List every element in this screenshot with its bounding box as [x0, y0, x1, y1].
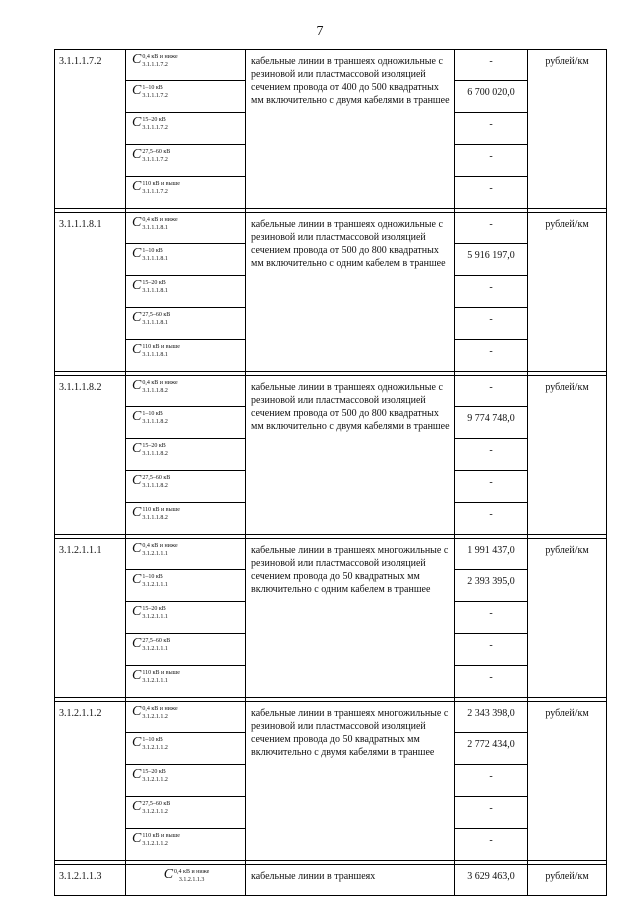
code-subscript: 3.1.2.1.1.2: [142, 841, 168, 847]
code-subscript: 3.1.2.1.1.2: [142, 777, 168, 783]
symbol-indices: [142, 344, 180, 359]
symbol-indices: [142, 737, 168, 752]
symbol-letter: C: [132, 799, 142, 814]
rate-value: -: [455, 602, 528, 634]
symbol-indices: [142, 801, 170, 816]
symbol-letter: C: [132, 735, 142, 750]
code-subscript: 3.1.1.1.8.1: [142, 352, 168, 358]
symbol-letter: C: [132, 342, 142, 357]
symbol-indices: [142, 117, 168, 132]
code-subscript: 3.1.1.1.8.1: [142, 320, 168, 326]
table-row: [55, 50, 607, 81]
symbol-letter: C: [132, 541, 142, 556]
rate-value: 5 916 197,0: [455, 244, 528, 276]
symbol-letter: C: [132, 147, 142, 162]
row-unit: рублей/км: [528, 539, 607, 698]
rate-value: -: [455, 276, 528, 308]
voltage-superscript: 110 кВ и выше: [142, 670, 180, 676]
row-description: кабельные линии в траншеях одножильные с резиновой или пластмассовой изоляцией сечением провода от 400 до 500 квадратных мм включительно с двумя кабелями в траншее: [246, 50, 455, 209]
symbol-letter: C: [132, 278, 142, 293]
symbol-indices: [142, 833, 180, 848]
code-subscript: 3.1.2.1.1.2: [142, 714, 168, 720]
voltage-symbol-cell: [126, 829, 246, 861]
code-subscript: 3.1.2.1.1.1: [142, 678, 168, 684]
voltage-symbol-cell: [126, 439, 246, 471]
rate-value: -: [455, 340, 528, 372]
row-description: кабельные линии в траншеях многожильные с резиновой или пластмассовой изоляцией сечением провода до 50 квадратных мм включительно с одним кабелем в траншее: [246, 539, 455, 698]
code-subscript: 3.1.1.1.7.2: [142, 125, 168, 131]
row-code: 3.1.2.1.1.2: [55, 702, 126, 861]
symbol-indices: [174, 869, 209, 884]
row-code: 3.1.2.1.1.1: [55, 539, 126, 698]
symbol-indices: [142, 638, 170, 653]
voltage-symbol-cell: [126, 340, 246, 372]
symbol-letter: C: [132, 604, 142, 619]
row-unit: рублей/км: [528, 376, 607, 535]
symbol-letter: C: [132, 378, 142, 393]
voltage-symbol-cell: [126, 539, 246, 570]
voltage-symbol-cell: [126, 471, 246, 503]
symbol-letter: C: [132, 115, 142, 130]
symbol-indices: [142, 475, 170, 490]
voltage-superscript: 0,4 кВ и ниже: [142, 54, 178, 60]
voltage-symbol-cell: [126, 177, 246, 209]
rate-value: -: [455, 797, 528, 829]
row-unit: рублей/км: [528, 702, 607, 861]
symbol-indices: [142, 280, 168, 295]
rate-value: 2 772 434,0: [455, 733, 528, 765]
voltage-symbol-cell: [126, 113, 246, 145]
code-subscript: 3.1.2.1.1.1: [142, 646, 168, 652]
voltage-superscript: 110 кВ и выше: [142, 833, 180, 839]
voltage-symbol-cell: [126, 602, 246, 634]
voltage-superscript: 15–20 кВ: [142, 443, 166, 449]
code-subscript: 3.1.2.1.1.1: [142, 551, 168, 557]
voltage-symbol-cell: [126, 865, 246, 896]
symbol-letter: C: [132, 52, 142, 67]
rate-value: -: [455, 308, 528, 340]
voltage-superscript: 1–10 кВ: [142, 411, 163, 417]
voltage-superscript: 1–10 кВ: [142, 574, 163, 580]
symbol-indices: [142, 54, 177, 69]
voltage-symbol-cell: [126, 570, 246, 602]
symbol-indices: [142, 380, 177, 395]
symbol-letter: C: [132, 310, 142, 325]
code-subscript: 3.1.1.1.8.2: [142, 388, 168, 394]
voltage-superscript: 110 кВ и выше: [142, 507, 180, 513]
table-row: [55, 213, 607, 244]
code-subscript: 3.1.1.1.8.1: [142, 256, 168, 262]
symbol-letter: C: [132, 572, 142, 587]
voltage-symbol-cell: [126, 733, 246, 765]
row-unit: рублей/км: [528, 50, 607, 209]
symbol-indices: [142, 606, 168, 621]
rate-value: 2 393 395,0: [455, 570, 528, 602]
code-subscript: 3.1.2.1.1.1: [142, 582, 168, 588]
symbol-letter: C: [132, 505, 142, 520]
table-row: [55, 865, 607, 896]
rate-value: -: [455, 177, 528, 209]
code-subscript: 3.1.1.1.7.2: [142, 93, 168, 99]
row-code: 3.1.1.1.8.1: [55, 213, 126, 372]
row-description: кабельные линии в траншеях многожильные с резиновой или пластмассовой изоляцией сечением провода до 50 квадратных мм включительно с двумя кабелями в траншее: [246, 702, 455, 861]
symbol-letter: C: [132, 215, 142, 230]
symbol-indices: [142, 670, 180, 685]
voltage-symbol-cell: [126, 276, 246, 308]
rate-value: -: [455, 50, 528, 81]
symbol-indices: [142, 507, 180, 522]
code-subscript: 3.1.2.1.1.1: [142, 614, 168, 620]
table-row: [55, 376, 607, 407]
code-subscript: 3.1.1.1.7.2: [142, 62, 168, 68]
voltage-superscript: 27,5–60 кВ: [142, 312, 171, 318]
voltage-superscript: 15–20 кВ: [142, 606, 166, 612]
voltage-superscript: 15–20 кВ: [142, 280, 166, 286]
voltage-superscript: 27,5–60 кВ: [142, 801, 171, 807]
voltage-symbol-cell: [126, 50, 246, 81]
symbol-letter: C: [132, 704, 142, 719]
symbol-indices: [142, 149, 170, 164]
symbol-letter: C: [132, 179, 142, 194]
voltage-symbol-cell: [126, 634, 246, 666]
code-subscript: 3.1.1.1.8.2: [142, 451, 168, 457]
rate-value: -: [455, 765, 528, 797]
row-unit: рублей/км: [528, 865, 607, 896]
row-description: кабельные линии в траншеях: [246, 865, 455, 896]
symbol-letter: C: [132, 83, 142, 98]
voltage-symbol-cell: [126, 666, 246, 698]
symbol-indices: [142, 443, 168, 458]
voltage-superscript: 1–10 кВ: [142, 85, 163, 91]
symbol-indices: [142, 85, 168, 100]
voltage-superscript: 0,4 кВ и ниже: [142, 380, 178, 386]
symbol-letter: C: [132, 473, 142, 488]
symbol-letter: C: [132, 441, 142, 456]
rate-value: 9 774 748,0: [455, 407, 528, 439]
rate-value: 6 700 020,0: [455, 81, 528, 113]
symbol-indices: [142, 217, 177, 232]
voltage-superscript: 0,4 кВ и ниже: [142, 543, 178, 549]
rate-value: 1 991 437,0: [455, 539, 528, 570]
code-subscript: 3.1.1.1.8.1: [142, 288, 168, 294]
code-subscript: 3.1.2.1.1.2: [142, 809, 168, 815]
voltage-symbol-cell: [126, 308, 246, 340]
voltage-superscript: 0,4 кВ и ниже: [142, 706, 178, 712]
rate-value: -: [455, 113, 528, 145]
voltage-superscript: 27,5–60 кВ: [142, 475, 171, 481]
code-subscript: 3.1.1.1.7.2: [142, 157, 168, 163]
voltage-superscript: 1–10 кВ: [142, 248, 163, 254]
symbol-indices: [142, 706, 177, 721]
voltage-symbol-cell: [126, 244, 246, 276]
voltage-symbol-cell: [126, 765, 246, 797]
rate-value: 2 343 398,0: [455, 702, 528, 733]
code-subscript: 3.1.2.1.1.2: [142, 745, 168, 751]
row-description: кабельные линии в траншеях одножильные с резиновой или пластмассовой изоляцией сечением провода от 500 до 800 квадратных мм включительно с двумя кабелями в траншее: [246, 376, 455, 535]
code-subscript: 3.1.1.1.7.2: [142, 189, 168, 195]
symbol-letter: C: [132, 668, 142, 683]
symbol-indices: [142, 312, 170, 327]
rate-value: -: [455, 376, 528, 407]
symbol-indices: [142, 543, 177, 558]
voltage-superscript: 15–20 кВ: [142, 769, 166, 775]
voltage-symbol-cell: [126, 213, 246, 244]
rate-value: -: [455, 829, 528, 861]
voltage-symbol-cell: [126, 503, 246, 535]
rate-value: -: [455, 503, 528, 535]
code-subscript: 3.1.1.1.8.2: [142, 483, 168, 489]
voltage-symbol-cell: [126, 376, 246, 407]
symbol-letter: C: [132, 246, 142, 261]
voltage-symbol-cell: [126, 702, 246, 733]
voltage-superscript: 0,4 кВ и ниже: [174, 869, 210, 875]
symbol-letter: C: [163, 867, 174, 882]
voltage-symbol-cell: [126, 797, 246, 829]
symbol-indices: [142, 574, 168, 589]
symbol-letter: C: [132, 636, 142, 651]
voltage-superscript: 0,4 кВ и ниже: [142, 217, 178, 223]
rate-value: -: [455, 666, 528, 698]
row-code: 3.1.1.1.8.2: [55, 376, 126, 535]
rate-value: -: [455, 634, 528, 666]
voltage-symbol-cell: [126, 407, 246, 439]
voltage-superscript: 15–20 кВ: [142, 117, 166, 123]
symbol-letter: C: [132, 767, 142, 782]
row-unit: рублей/км: [528, 213, 607, 372]
rate-value: -: [455, 471, 528, 503]
rate-value: -: [455, 213, 528, 244]
code-subscript: 3.1.2.1.1.3: [178, 877, 205, 883]
voltage-superscript: 27,5–60 кВ: [142, 149, 171, 155]
voltage-superscript: 110 кВ и выше: [142, 344, 180, 350]
voltage-symbol-cell: [126, 145, 246, 177]
symbol-letter: C: [132, 831, 142, 846]
symbol-indices: [142, 181, 180, 196]
code-subscript: 3.1.1.1.8.2: [142, 419, 168, 425]
code-subscript: 3.1.1.1.8.1: [142, 225, 168, 231]
row-description: кабельные линии в траншеях одножильные с резиновой или пластмассовой изоляцией сечением провода от 500 до 800 квадратных мм включительно с одним кабелем в траншее: [246, 213, 455, 372]
table-row: [55, 702, 607, 733]
row-code: 3.1.2.1.1.3: [55, 865, 126, 896]
table-row: [55, 539, 607, 570]
page-number: 7: [316, 24, 324, 39]
voltage-superscript: 1–10 кВ: [142, 737, 163, 743]
rate-value: -: [455, 439, 528, 471]
voltage-superscript: 27,5–60 кВ: [142, 638, 171, 644]
code-subscript: 3.1.1.1.8.2: [142, 515, 168, 521]
rate-value: -: [455, 145, 528, 177]
rate-value: 3 629 463,0: [455, 865, 528, 896]
symbol-indices: [142, 248, 168, 263]
row-code: 3.1.1.1.7.2: [55, 50, 126, 209]
voltage-superscript: 110 кВ и выше: [142, 181, 180, 187]
voltage-symbol-cell: [126, 81, 246, 113]
tariff-table: [54, 49, 607, 896]
symbol-indices: [142, 411, 168, 426]
symbol-indices: [142, 769, 168, 784]
symbol-letter: C: [132, 409, 142, 424]
